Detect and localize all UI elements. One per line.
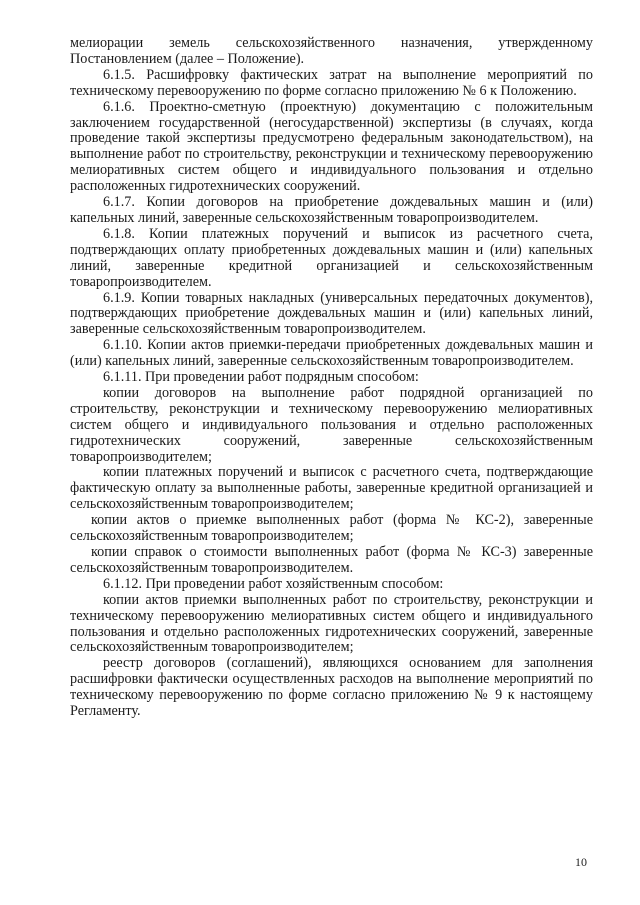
paragraph-6-1-5: 6.1.5. Расшифровку фактических затрат на выполнение мероприятий по техническому перевооружению по форме согласно приложению № 6 к Положению. [70,66,593,99]
list-item: реестр договоров (соглашений), являющихся основанием для заполнения расшифровки фактически осуществленных расходов на выполнение мероприятий по техническому перевооружению по форме согласно приложению № 9 к настоящему Регламенту. [70,655,593,720]
paragraph-6-1-8: 6.1.8. Копии платежных поручений и выписок из расчетного счета, подтверждающих оплату приобретенных дождевальных машин и (или) капельных линий, заверенные кредитной организацией и сельскохозяйственным товаропроизводителем. [70,225,593,290]
document-body [70,36,593,720]
paragraph-continuation: мелиорации земель сельскохозяйственного назначения, утвержденному Постановлением (далее – Положение). [70,35,593,67]
list-item: копии справок о стоимости выполненных работ (форма № КС-3) заверенные сельскохозяйственным товаропроизводителем. [70,544,593,576]
list-item: копии платежных поручений и выписок с расчетного счета, подтверждающие фактическую оплату за выполненные работы, заверенные кредитной организацией и сельскохозяйственным товаропроизводителем; [70,464,593,513]
list-item: копии актов приемки выполненных работ по строительству, реконструкции и техническому перевооружению мелиоративных систем общего и индивидуального пользования и отдельно расположенных гидротехнических сооружений, заверенные сельскохозяйственным товаропроизводителем; [70,591,593,656]
paragraph-6-1-9: 6.1.9. Копии товарных накладных (универсальных передаточных документов), подтверждающих приобретение дождевальных машин и (или) капельных линий, заверенные сельскохозяйственным товаропроизводителем. [70,289,593,338]
paragraph-6-1-12: 6.1.12. При проведении работ хозяйственным способом: [103,575,444,592]
page-number: 10 [575,855,587,869]
paragraph-6-1-11: 6.1.11. При проведении работ подрядным способом: [103,369,419,386]
paragraph-6-1-6: 6.1.6. Проектно-сметную (проектную) документацию с положительным заключением государственной (негосударственной) экспертизы (в случаях, когда проведение такой экспертизы предусмотрено федеральным законодательством), на выполнение работ по строительству, реконструкции и техническому перевооружению мелиоративных систем общего и индивидуального пользования и отдельно расположенных гидротехнических сооружений. [70,98,593,195]
paragraph-6-1-7: 6.1.7. Копии договоров на приобретение дождевальных машин и (или) капельных линий, заверенные сельскохозяйственным товаропроизводителем. [70,194,593,226]
paragraph-6-1-10: 6.1.10. Копии актов приемки-передачи приобретенных дождевальных машин и (или) капельных линий, заверенные сельскохозяйственным товаропроизводителем. [70,337,593,370]
list-item: копии договоров на выполнение работ подрядной организацией по строительству, реконструкции и техническому перевооружению мелиоративных систем общего и индивидуального пользования и отдельно расположенных гидротехнических сооружений, заверенные сельскохозяйственным товаропроизводителем; [70,384,593,465]
list-item: копии актов о приемке выполненных работ (форма № КС-2), заверенные сельскохозяйственным товаропроизводителем; [70,512,593,545]
